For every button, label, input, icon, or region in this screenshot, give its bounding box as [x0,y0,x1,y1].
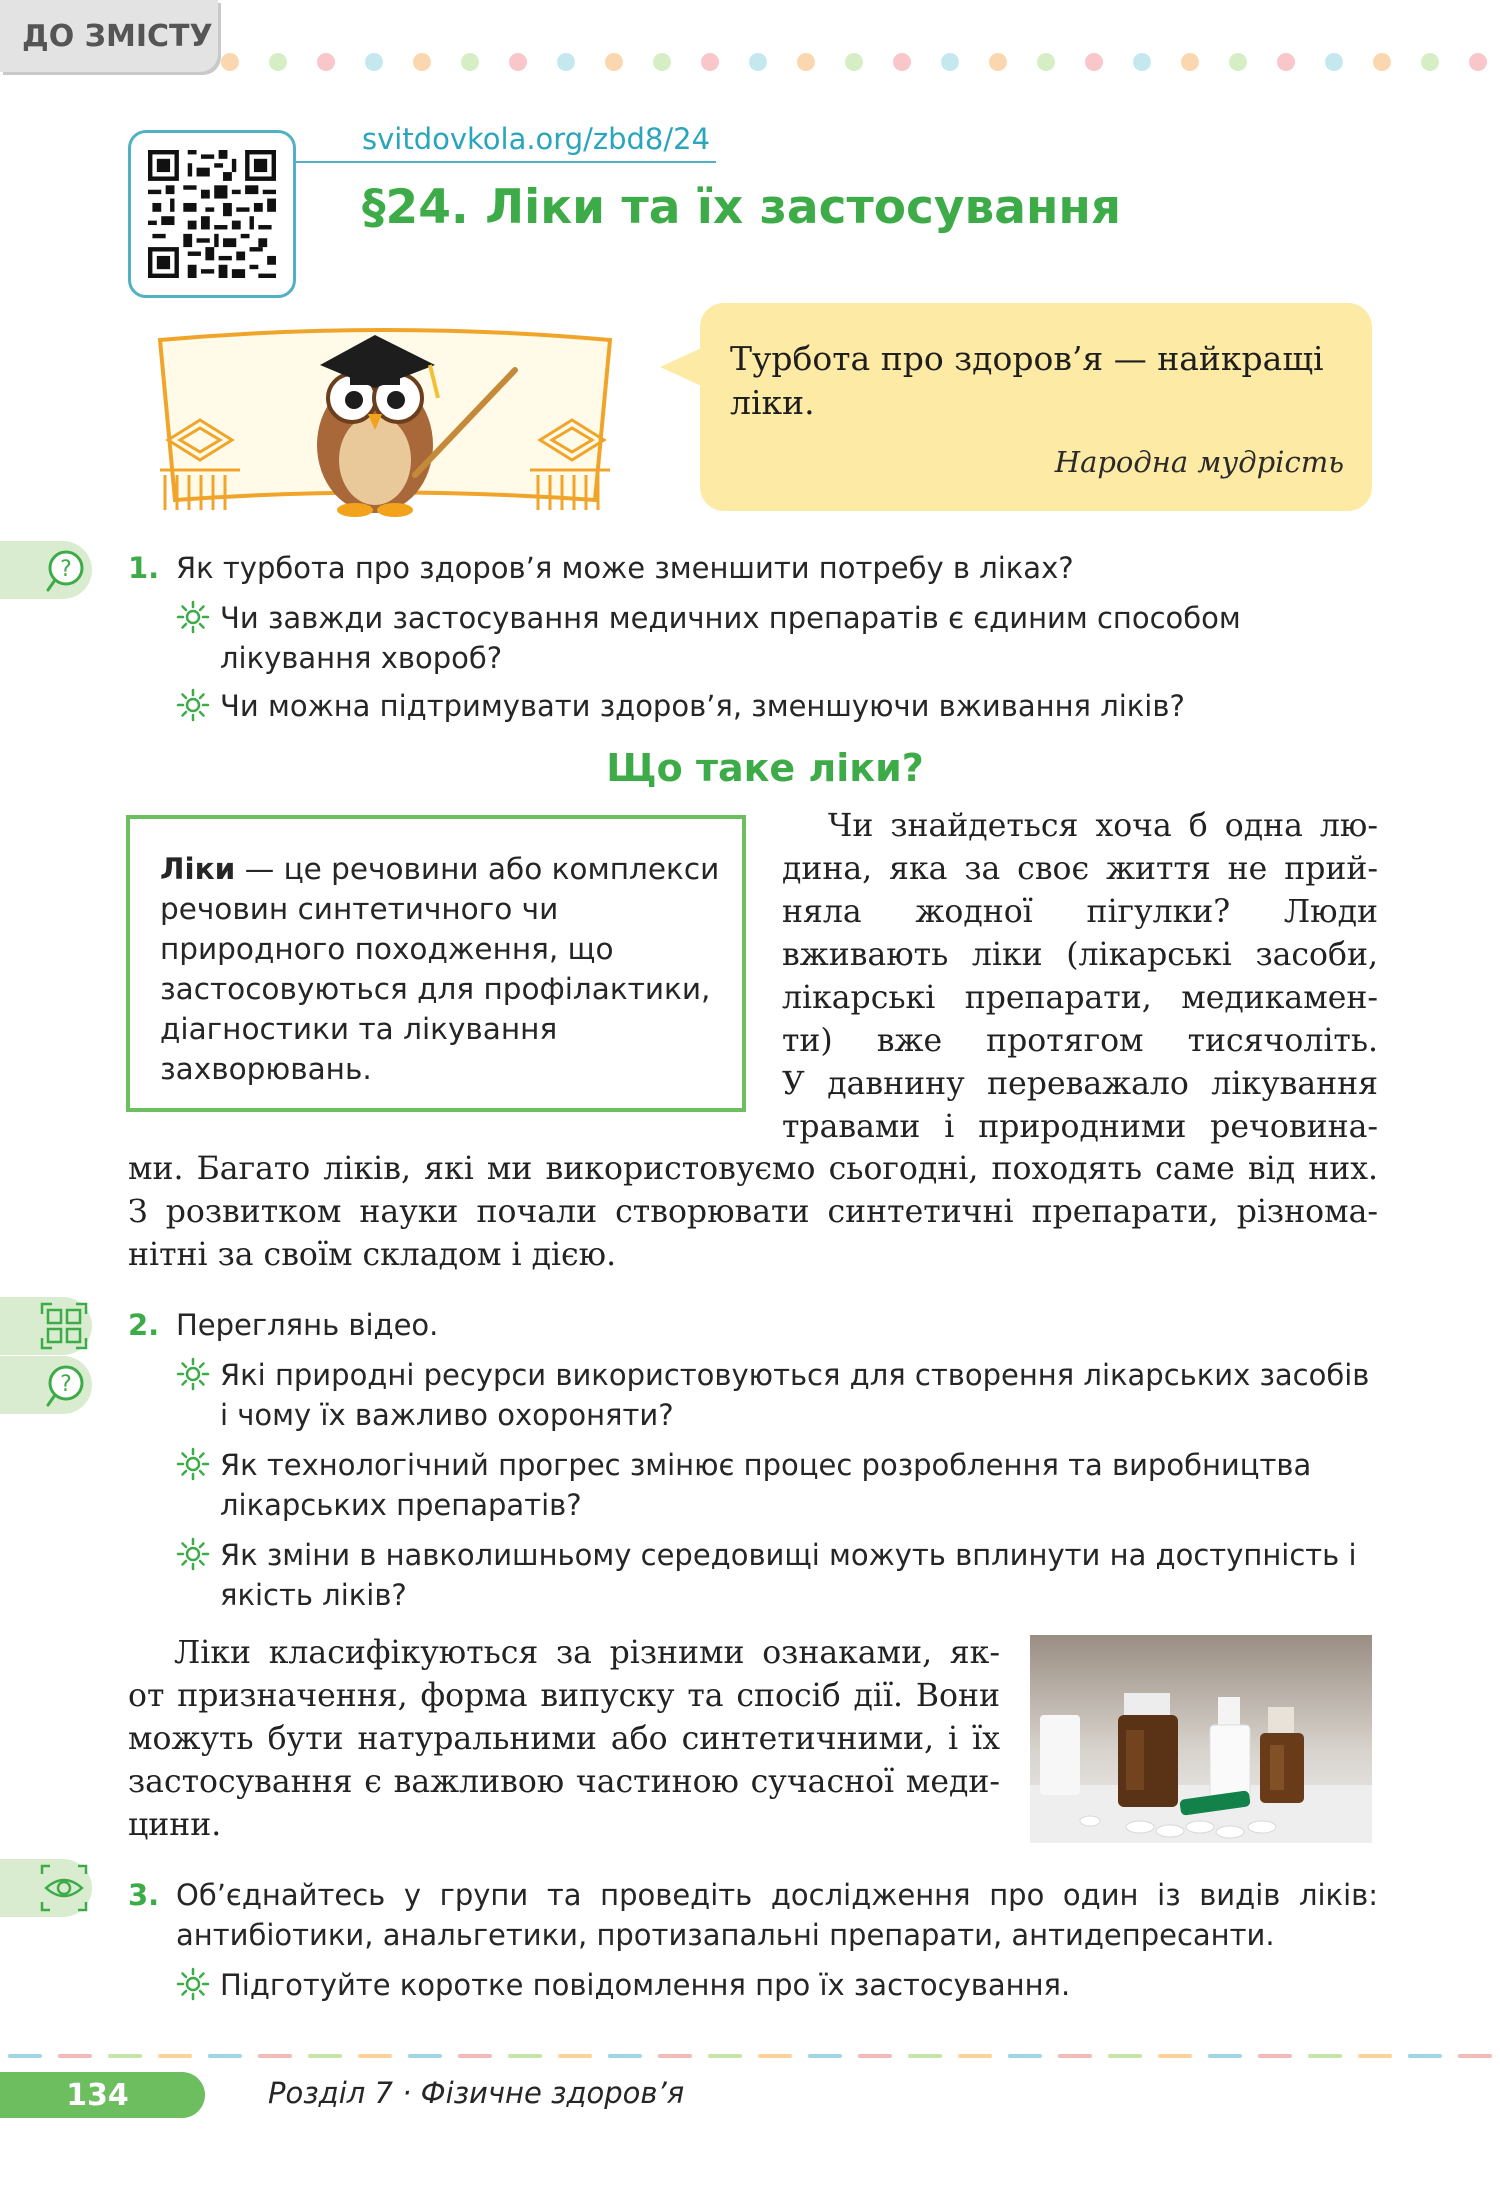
research-marker [0,1859,92,1917]
text-line: З розвитком науки почали створювати синтетичні препарати, різнома- [128,1194,1378,1230]
svg-text:?: ? [60,1372,72,1397]
chapter-label: Розділ 7 · Фізичне здоров’я [268,2076,685,2110]
text-line: Ліки класифікуються за різними ознаками, як- [174,1635,1000,1671]
list-item-text: Підготуйте коротке повідомлення про їх застосування. [220,1968,1071,2002]
text-line: застосування є важливою частиною сучасної меди- [128,1764,1000,1800]
page-number: 134 [0,2072,205,2118]
text-line: вживають ліки (лікарські засоби, [782,937,1378,973]
eye-icon [40,1864,88,1912]
url-divider [296,161,716,163]
section-subheading: Що таке ліки? [606,746,924,790]
question-number: 1. [128,551,160,585]
question-text: Об’єднайтесь у групи та проведіть дослідження про один із видів ліків: антибіотики, анальгетики, протизапальні препарати, антидепресанти. [176,1878,1378,1952]
list-item [176,686,1378,726]
sun-bullet-icon [176,600,210,634]
text-line: дина, яка за своє життя не прий- [782,851,1378,887]
sun-bullet-icon [176,1967,210,2001]
intro-paragraph-continued [128,1148,1378,1277]
quote-bubble [700,303,1372,511]
quote-author: Народна мудрість [1054,445,1344,479]
question-text: Переглянь відео. [176,1308,439,1342]
definition-box [126,815,746,1112]
list-item-text: Як технологічний прогрес змінює процес розроблення та виробництва лікарських препаратів? [220,1448,1312,1522]
question-marker [0,541,92,599]
text-line: от призначення, форма випуску та спосіб дії. Вони [128,1678,1000,1714]
svg-text:?: ? [60,557,72,582]
footer-divider [0,2053,1500,2059]
video-marker[interactable] [0,1297,92,1355]
text-line: ти) вже протягом тисячоліть. [782,1023,1378,1059]
page-title: §24. Ліки та їх застосування [362,180,1122,235]
list-item [176,1535,1378,1615]
sun-bullet-icon [176,1357,210,1391]
text-line: лікарські препарати, медикамен- [782,980,1378,1016]
question-number: 3. [128,1878,160,1912]
text-line: У давнину переважало лікування [782,1066,1378,1102]
question-icon [40,1361,88,1409]
question-icon [40,546,88,594]
sun-bullet-icon [176,1447,210,1481]
question-3 [128,1875,1378,2005]
text-line: Чи знайдеться хоча б одна лю- [828,808,1378,844]
sun-bullet-icon [176,1537,210,1571]
list-item-text: Чи можна підтримувати здоров’я, зменшуючи вживання ліків? [220,689,1185,723]
definition-text: — це речовини або комплекси речовин синтетичного чи природного походження, що застосовуються для профілактики, діагностики та лікування захворювань. [160,852,720,1086]
owl-with-banner-illustration [140,310,630,520]
text-line: няла жодної пігулки? Люди [782,894,1378,930]
sun-bullet-icon [176,688,210,722]
list-item [176,1355,1378,1435]
list-item-text: Чи завжди застосування медичних препаратів є єдиним способом лікування хвороб? [220,601,1241,675]
text-line: нітні за своїм складом і дією. [128,1237,617,1273]
text-line: цини. [128,1807,222,1843]
list-item [176,1445,1378,1525]
question-2 [128,1305,1378,1615]
back-to-contents-button[interactable]: ДО ЗМІСТУ [0,0,218,72]
definition-term: Ліки [160,852,236,886]
list-item-text: Як зміни в навколишньому середовищі можуть вплинути на доступність і якість ліків? [220,1538,1357,1612]
resource-url-link[interactable]: svitdovkola.org/zbd8/24 [362,122,711,156]
list-item [176,598,1378,678]
decorative-dots [210,50,1500,74]
classification-paragraph [128,1632,1000,1847]
quote-text: Турбота про здоров’я — найкращі ліки. [730,339,1324,422]
text-line: ми. Багато ліків, які ми використовуємо сьогодні, походять саме від них. [128,1151,1378,1187]
list-item-text: Які природні ресурси використовуються для створення лікарських засобів і чому їх важливо охороняти? [220,1358,1370,1432]
qr-scan-icon [40,1302,88,1350]
medicine-bottles-photo [1030,1635,1372,1843]
qr-code-icon [148,150,276,278]
text-line: травами і природними речовина- [782,1109,1378,1145]
qr-code[interactable] [128,130,296,298]
intro-paragraph [782,805,1378,1149]
question-number: 2. [128,1308,160,1342]
question-marker [0,1356,92,1414]
question-text: Як турбота про здоров’я може зменшити потребу в ліках? [176,551,1074,585]
question-1 [128,548,1378,726]
text-line: можуть бути натуральними або синтетичними, і їх [128,1721,1000,1757]
list-item [176,1965,1378,2005]
